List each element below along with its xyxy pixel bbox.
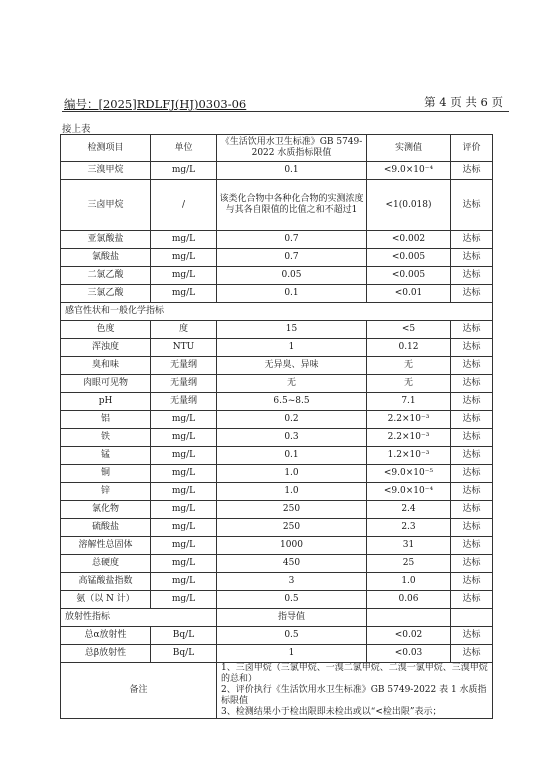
item-name: 三氯乙酸 [61, 285, 151, 303]
table-row [61, 465, 493, 483]
table-row [61, 231, 493, 249]
standard-limit: 0.1 [217, 162, 367, 180]
measured-value: 1.0 [367, 573, 451, 591]
standard-limit: 250 [217, 519, 367, 537]
item-name: 锌 [61, 483, 151, 501]
continued-label: 接上表 [62, 124, 91, 135]
notes-content [217, 663, 493, 719]
unit: 无量纲 [151, 357, 217, 375]
standard-limit: 0.1 [217, 447, 367, 465]
note-line-1: 1、三卤甲烷（三氯甲烷、一溴二氯甲烷、二溴一氯甲烷、三溴甲烷的总和） [221, 663, 488, 684]
unit: / [151, 180, 217, 231]
empty-cell [367, 609, 451, 627]
standard-limit: 0.7 [217, 231, 367, 249]
standard-limit: 450 [217, 555, 367, 573]
header-measured: 实测值 [367, 135, 451, 162]
evaluation: 达标 [451, 501, 493, 519]
notes-row [61, 663, 493, 719]
item-name: 铝 [61, 411, 151, 429]
section-row [61, 609, 493, 627]
notes-label: 备注 [61, 663, 217, 719]
measured-value: <0.03 [367, 645, 451, 663]
standard-limit: 0.2 [217, 411, 367, 429]
evaluation: 达标 [451, 180, 493, 231]
table-row [61, 519, 493, 537]
group-radioactive [61, 627, 493, 663]
measured-value: <0.005 [367, 249, 451, 267]
item-name: 总硬度 [61, 555, 151, 573]
evaluation: 达标 [451, 465, 493, 483]
table-row [61, 627, 493, 645]
measured-value: 无 [367, 357, 451, 375]
evaluation: 达标 [451, 645, 493, 663]
section-row [61, 303, 493, 321]
table-row [61, 285, 493, 303]
standard-limit: 无 [217, 375, 367, 393]
measured-value: <5 [367, 321, 451, 339]
measured-value: <0.01 [367, 285, 451, 303]
table-row [61, 180, 493, 231]
table-row [61, 483, 493, 501]
standard-limit: 3 [217, 573, 367, 591]
evaluation: 达标 [451, 447, 493, 465]
unit: mg/L [151, 231, 217, 249]
note-line-2: 2、评价执行《生活饮用水卫生标准》GB 5749-2022 表 1 水质指标限值 [221, 685, 487, 706]
standard-limit: 1 [217, 339, 367, 357]
evaluation: 达标 [451, 537, 493, 555]
table-row [61, 357, 493, 375]
unit: mg/L [151, 249, 217, 267]
unit: mg/L [151, 501, 217, 519]
unit: 无量纲 [151, 393, 217, 411]
table-row [61, 429, 493, 447]
item-name: 三溴甲烷 [61, 162, 151, 180]
unit: mg/L [151, 591, 217, 609]
group-disinfection-byproducts [61, 162, 493, 303]
measured-value: <9.0×10⁻⁴ [367, 483, 451, 501]
table-row [61, 645, 493, 663]
item-name: 溶解性总固体 [61, 537, 151, 555]
section-radioactive: 放射性指标 [61, 609, 217, 627]
standard-limit: 0.3 [217, 429, 367, 447]
document-number: 编号：[2025]RDLFJ(HJ)0303-06 [64, 97, 247, 111]
item-name: 总α放射性 [61, 627, 151, 645]
item-name: 铁 [61, 429, 151, 447]
unit: Bq/L [151, 627, 217, 645]
header-item: 检测项目 [61, 135, 151, 162]
standard-limit: 0.5 [217, 591, 367, 609]
unit: mg/L [151, 573, 217, 591]
measured-value: <0.005 [367, 267, 451, 285]
item-name: 二氯乙酸 [61, 267, 151, 285]
standard-limit: 1.0 [217, 465, 367, 483]
item-name: 臭和味 [61, 357, 151, 375]
measured-value: <9.0×10⁻⁴ [367, 162, 451, 180]
measured-value: 1.2×10⁻³ [367, 447, 451, 465]
standard-limit: 0.05 [217, 267, 367, 285]
table-row [61, 375, 493, 393]
evaluation: 达标 [451, 285, 493, 303]
unit: 度 [151, 321, 217, 339]
evaluation: 达标 [451, 231, 493, 249]
measured-value: 2.4 [367, 501, 451, 519]
header-unit: 单位 [151, 135, 217, 162]
measured-value: 7.1 [367, 393, 451, 411]
standard-limit: 6.5~8.5 [217, 393, 367, 411]
standard-limit: 1000 [217, 537, 367, 555]
table-row [61, 537, 493, 555]
unit: mg/L [151, 447, 217, 465]
table-row [61, 267, 493, 285]
standard-limit: 无异臭、异味 [217, 357, 367, 375]
measured-value: <0.002 [367, 231, 451, 249]
unit: mg/L [151, 162, 217, 180]
item-name: 高锰酸盐指数 [61, 573, 151, 591]
measured-value: <9.0×10⁻⁵ [367, 465, 451, 483]
unit: mg/L [151, 267, 217, 285]
item-name: 硫酸盐 [61, 519, 151, 537]
evaluation: 达标 [451, 573, 493, 591]
standard-limit: 0.5 [217, 627, 367, 645]
evaluation: 达标 [451, 555, 493, 573]
header-evaluation: 评价 [451, 135, 493, 162]
unit: mg/L [151, 465, 217, 483]
evaluation: 达标 [451, 267, 493, 285]
item-name: pH [61, 393, 151, 411]
item-name: 浑浊度 [61, 339, 151, 357]
header-standard-limit: 《生活饮用水卫生标准》GB 5749-2022 水质指标限值 [217, 135, 367, 162]
item-name: 氨（以 N 计） [61, 591, 151, 609]
unit: mg/L [151, 537, 217, 555]
unit: Bq/L [151, 645, 217, 663]
unit: mg/L [151, 411, 217, 429]
table-row [61, 501, 493, 519]
unit: mg/L [151, 429, 217, 447]
standard-limit: 0.7 [217, 249, 367, 267]
item-name: 肉眼可见物 [61, 375, 151, 393]
table-row [61, 591, 493, 609]
section-sensory-chemical: 感官性状和一般化学指标 [61, 303, 493, 321]
table-row [61, 162, 493, 180]
unit: mg/L [151, 285, 217, 303]
unit: 无量纲 [151, 375, 217, 393]
standard-limit: 15 [217, 321, 367, 339]
table-header-row [61, 135, 493, 162]
evaluation: 达标 [451, 429, 493, 447]
measured-value: 31 [367, 537, 451, 555]
evaluation: 达标 [451, 357, 493, 375]
guide-value-label: 指导值 [217, 609, 367, 627]
unit: NTU [151, 339, 217, 357]
item-name: 铜 [61, 465, 151, 483]
measured-value: 2.2×10⁻³ [367, 429, 451, 447]
standard-limit: 0.1 [217, 285, 367, 303]
standard-limit: 250 [217, 501, 367, 519]
empty-cell [451, 609, 493, 627]
item-name: 亚氯酸盐 [61, 231, 151, 249]
evaluation: 达标 [451, 249, 493, 267]
evaluation: 达标 [451, 483, 493, 501]
water-quality-table [60, 134, 493, 719]
table-row [61, 411, 493, 429]
evaluation: 达标 [451, 627, 493, 645]
item-name: 氯化物 [61, 501, 151, 519]
table-row [61, 339, 493, 357]
table-row [61, 573, 493, 591]
measured-value: 0.06 [367, 591, 451, 609]
unit: mg/L [151, 483, 217, 501]
table-row [61, 249, 493, 267]
evaluation: 达标 [451, 393, 493, 411]
evaluation: 达标 [451, 321, 493, 339]
measured-value: 2.3 [367, 519, 451, 537]
measured-value: <0.02 [367, 627, 451, 645]
table-row [61, 321, 493, 339]
item-name: 氯酸盐 [61, 249, 151, 267]
standard-limit: 该类化合物中各种化合物的实测浓度与其各自限值的比值之和不超过1 [217, 180, 367, 231]
measured-value: 0.12 [367, 339, 451, 357]
note-line-3: 3、检测结果小于检出限即未检出或以“<检出限”表示； [221, 707, 442, 717]
table-row [61, 447, 493, 465]
standard-limit: 1 [217, 645, 367, 663]
evaluation: 达标 [451, 519, 493, 537]
evaluation: 达标 [451, 339, 493, 357]
unit: mg/L [151, 519, 217, 537]
table-row [61, 393, 493, 411]
measured-value: 无 [367, 375, 451, 393]
evaluation: 达标 [451, 591, 493, 609]
evaluation: 达标 [451, 162, 493, 180]
group-sensory-chemical [61, 321, 493, 609]
measured-value: 2.2×10⁻³ [367, 411, 451, 429]
item-name: 总β放射性 [61, 645, 151, 663]
item-name: 色度 [61, 321, 151, 339]
measured-value: 25 [367, 555, 451, 573]
standard-limit: 1.0 [217, 483, 367, 501]
header-divider [62, 111, 509, 112]
measured-value: <1(0.018) [367, 180, 451, 231]
page-indicator: 第 4 页 共 6 页 [424, 95, 503, 109]
evaluation: 达标 [451, 411, 493, 429]
item-name: 锰 [61, 447, 151, 465]
unit: mg/L [151, 555, 217, 573]
table-row [61, 555, 493, 573]
item-name: 三卤甲烷 [61, 180, 151, 231]
evaluation: 达标 [451, 375, 493, 393]
